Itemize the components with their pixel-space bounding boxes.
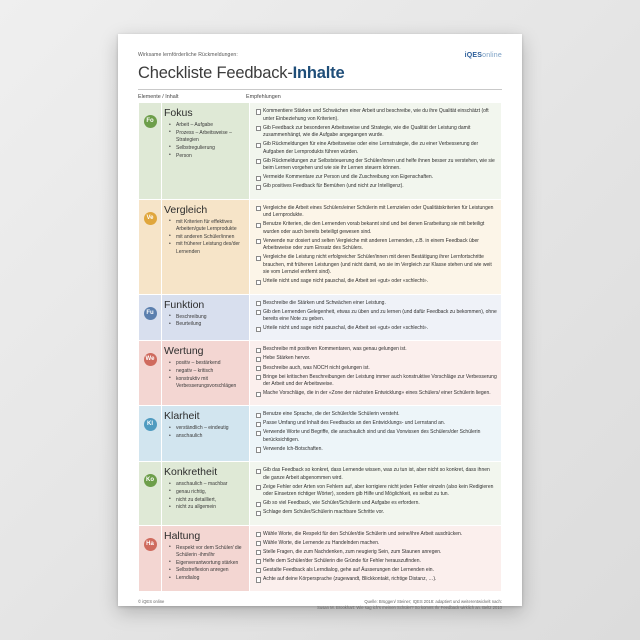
list-item: Urteile nicht und sage nicht pauschal, die Arbeit sei «gut» oder «schlecht». <box>256 325 497 333</box>
footer-source-line1: Quelle: Brüggen/ Steiner; IQES 2018: adaptiert und weiterentwickelt nach: <box>364 599 502 605</box>
recommendation-list <box>256 411 497 453</box>
list-item: • Arbeit – Aufgabe <box>172 122 244 129</box>
row-recommendations-cell <box>250 406 502 462</box>
row-recommendations-cell <box>250 294 502 341</box>
badge-icon: Fu <box>144 307 157 320</box>
category-label: Haltung <box>164 529 201 542</box>
row-badge-cell <box>139 406 162 462</box>
badge-icon: Ve <box>144 212 157 225</box>
column-header-recommendations: Empfehlungen <box>246 94 281 100</box>
row-elements-cell <box>162 525 250 592</box>
row-elements-cell <box>162 103 250 200</box>
table-row <box>139 103 502 200</box>
list-item: • mit anderen Schüler/innen <box>172 234 244 241</box>
list-item: Wähle Worte, die Respekt für den Schüler/die Schülerin und seine/ihre Arbeit ausdrücken. <box>256 531 497 539</box>
column-header-elements: Elemente / Inhalt <box>138 94 179 100</box>
list-item: • anschaulich <box>172 433 244 440</box>
list-item: • Selbstregulierung <box>172 145 244 152</box>
list-item: Gib das Feedback so konkret, dass Lernende wissen, was zu tun ist, aber nicht so konkret, dass ihnen die ganze Arbeit abgenommen wird. <box>256 467 497 482</box>
recommendation-list <box>256 205 497 286</box>
element-list <box>164 481 244 512</box>
element-list <box>164 425 244 440</box>
checklist-body <box>139 103 502 592</box>
checklist-table <box>138 102 502 592</box>
list-item: • positiv – bestärkend <box>172 360 244 367</box>
table-row <box>139 294 502 341</box>
list-item: • Person <box>172 153 244 160</box>
table-row <box>139 525 502 592</box>
list-item: Gib Feedback zur besonderen Arbeitsweise und Strategie, wie die Qualität der Leistung damit zusammenhängt, wie die Aufgabe angegangen wurde. <box>256 125 497 140</box>
list-item: Urteile nicht und sage nicht pauschal, die Arbeit sei «gut» oder «schlecht». <box>256 278 497 286</box>
category-label: Konkretheit <box>164 466 218 479</box>
document-sheet <box>118 34 522 611</box>
row-elements-cell <box>162 406 250 462</box>
list-item: • genau richtig, <box>172 489 244 496</box>
row-recommendations-cell <box>250 341 502 406</box>
list-item: Gib Rückmeldungen zur Selbststeuerung der Schüler/innen und helfe ihnen besser zu verstehen, wie sie beim Lernen vorgehen und wie sie ihr Lernen steuern können. <box>256 158 497 173</box>
element-list <box>164 314 244 329</box>
list-item: Benutze eine Sprache, die der Schüler/die Schülerin versteht. <box>256 411 497 419</box>
list-item: • nicht zu allgemein <box>172 504 244 511</box>
element-list <box>164 545 244 583</box>
document-inner <box>118 34 522 611</box>
row-elements-cell <box>162 341 250 406</box>
iqes-logo <box>465 52 502 59</box>
category-label: Fokus <box>164 107 193 119</box>
list-item: Benutze Kriterien, die den Lernenden vorab bekannt sind und bei denen Erarbeitung sie mit beteiligt wurden oder auch bereits beteiligt gewesen sind. <box>256 221 497 236</box>
list-item: • verständlich – eindeutig <box>172 425 244 432</box>
list-item: Verwende Ich-Botschaften. <box>256 446 497 454</box>
list-item: Bringe bei kritischen Beschreibungen der Leistung immer auch konstruktive Vorschläge zur Verbesserung der Arbeit und der Arbeitsweise. <box>256 374 497 389</box>
page-title-accent: Inhalte <box>292 64 345 82</box>
footer-copyright: © iQES online <box>138 599 165 605</box>
logo-sub: online <box>482 52 502 59</box>
document-footer <box>138 599 502 611</box>
recommendation-list <box>256 108 497 191</box>
list-item: Gib den Lernenden Gelegenheit, etwas zu üben und zu lernen (und dafür Feedback zu bekommen), ohne bereits eine Note zu geben. <box>256 309 497 324</box>
row-recommendations-cell <box>250 462 502 525</box>
recommendation-list <box>256 531 497 584</box>
list-item: Achte auf deine Körpersprache (zugewandt, Blickkontakt, richtige Distanz, …). <box>256 576 497 584</box>
row-badge-cell <box>139 341 162 406</box>
table-row <box>139 462 502 525</box>
list-item: • anschaulich – machbar <box>172 481 244 488</box>
list-item: Beschreibe mit positiven Kommentaren, was genau gelungen ist. <box>256 346 497 354</box>
list-item: Vergleiche die Leistung nicht erfolgreicher Schüler/innen mit deren Bestätigung ihrer Lernfortschritte brauchen, mit früheren Leistungen (und nicht damit, wo sie im Vergleich zur Klasse stehen und wie weit sie vom Lernziel entfernt sind). <box>256 254 497 277</box>
row-recommendations-cell <box>250 525 502 592</box>
recommendation-list <box>256 467 497 517</box>
list-item: • mit Kriterien für effektives Arbeiten/gute Lernprodukte <box>172 219 244 234</box>
row-badge-cell <box>139 103 162 200</box>
list-item: • konstruktiv mit Verbesserungsvorschlägen <box>172 376 244 391</box>
badge-icon: Ko <box>144 474 157 487</box>
list-item: Kommentiere Stärken und Schwächen einer Arbeit und beschreibe, wie du ihre Qualität einschätzt (oft unter Einbeziehung von Kriterien). <box>256 108 497 123</box>
list-item: • Respekt vor dem Schüler/ die Schülerin -ihm/ihr <box>172 545 244 560</box>
list-item: Gib so viel Feedback, wie Schüler/Schülerin und Aufgabe es erfordern. <box>256 500 497 508</box>
document-header <box>138 52 502 59</box>
list-item: Stelle Fragen, die zum Nachdenken, zum neugierig Sein, zum Staunen anregen. <box>256 549 497 557</box>
table-row <box>139 406 502 462</box>
footer-source-line2: Susan M. Brookhart: Wie sag ich's meinen Schüler? So kommt Ihr Feedback wirklich an. Beltz 2010 <box>317 605 502 611</box>
list-item: Hebe Stärken hervor. <box>256 355 497 363</box>
element-list <box>164 219 244 256</box>
row-badge-cell <box>139 294 162 341</box>
row-badge-cell <box>139 462 162 525</box>
list-item: Gib Rückmeldungen für eine Arbeitsweise oder eine Lernstrategie, die zu einer Verbesserung der Aufgaben der Lernprodukts führen würden. <box>256 141 497 156</box>
list-item: • Selbstreflexion anregen <box>172 567 244 574</box>
row-elements-cell <box>162 294 250 341</box>
row-elements-cell <box>162 199 250 294</box>
list-item: Verwende Worte und Begriffe, die anschaulich sind und das Vorwissen des Schülers/der Schülerin berücksichtigen. <box>256 429 497 444</box>
category-label: Wertung <box>164 345 204 358</box>
list-item: • nicht zu detailliert, <box>172 497 244 504</box>
page-title-prefix: Checkliste Feedback- <box>138 64 293 82</box>
list-item: • Prozess – Arbeitsweise – Strategien <box>172 130 244 145</box>
badge-icon: Ha <box>144 538 157 551</box>
row-badge-cell <box>139 199 162 294</box>
badge-icon: Fo <box>144 115 157 128</box>
kicker-text: Wirksame lernförderliche Rückmeldungen: <box>138 52 238 58</box>
row-elements-cell <box>162 462 250 525</box>
row-recommendations-cell <box>250 199 502 294</box>
list-item: Mache Vorschläge, die in der «Zone der nächsten Entwicklung» eines Schülers/ einer Schülerin liegen. <box>256 390 497 398</box>
list-item: Gestalte Feedback als Lerndialog, gehe auf Äusserungen der Lernenden ein. <box>256 567 497 575</box>
element-list <box>164 122 244 160</box>
list-item: Helfe dem Schüler/der Schülerin die Gründe für Fehler herauszufinden. <box>256 558 497 566</box>
list-item: Wähle Worte, die Lernende zu Handelnden machen. <box>256 540 497 548</box>
list-item: Beschreibe die Stärken und Schwächen einer Leistung. <box>256 300 497 308</box>
list-item: • Beurteilung <box>172 321 244 328</box>
list-item: Vergleiche die Arbeit eines Schülers/einer Schülerin mit Lernzielen oder Qualitätskriterien für Leistungen und Lernprodukte. <box>256 205 497 220</box>
column-headers <box>138 94 502 100</box>
row-badge-cell <box>139 525 162 592</box>
page-title <box>138 64 502 83</box>
footer-source <box>317 599 502 611</box>
list-item: • negativ – kritisch <box>172 368 244 375</box>
list-item: Zeige Fehler oder Arten von Fehlern auf, aber korrigiere nicht jeden Fehler einzeln (also kein Redigieren oder Einsetzen richtiger Wörter), sondern gib Hilfe und Möglichkeit, es selbst zu tun. <box>256 484 497 499</box>
badge-icon: Kl <box>144 418 157 431</box>
element-list <box>164 360 244 390</box>
list-item: Gib positives Feedback für Bemühen (und nicht zur Intelligenz). <box>256 183 497 191</box>
list-item: • Eigenverantwortung stärken <box>172 560 244 567</box>
list-item: Verwende nur dosiert und selten Vergleiche mit anderen Lernenden, z.B. in einem Feedback über Arbeitsweise oder zum Einsatz des Schülers. <box>256 238 497 253</box>
list-item: • Beschreibung <box>172 314 244 321</box>
table-row <box>139 199 502 294</box>
table-row <box>139 341 502 406</box>
list-item: Passe Umfang und Inhalt des Feedbacks an den Entwicklungs- und Lernstand an. <box>256 420 497 428</box>
badge-icon: We <box>144 353 157 366</box>
list-item: Beschreibe auch, was NOCH nicht gelungen ist. <box>256 365 497 373</box>
list-item: • Lerndialog <box>172 575 244 582</box>
category-label: Vergleich <box>164 203 208 216</box>
row-recommendations-cell <box>250 103 502 200</box>
recommendation-list <box>256 300 497 333</box>
header-divider <box>138 89 502 90</box>
list-item: • mit früherer Leistung des/der Lernenden <box>172 241 244 256</box>
logo-main: iQES <box>464 52 483 59</box>
category-label: Klarheit <box>164 410 200 423</box>
list-item: Schlage dem Schüler/Schülerin machbare Schritte vor. <box>256 509 497 517</box>
recommendation-list <box>256 346 497 397</box>
list-item: Vermeide Kommentare zur Person und die Zuschreibung von Eigenschaften. <box>256 174 497 182</box>
category-label: Funktion <box>164 298 205 311</box>
